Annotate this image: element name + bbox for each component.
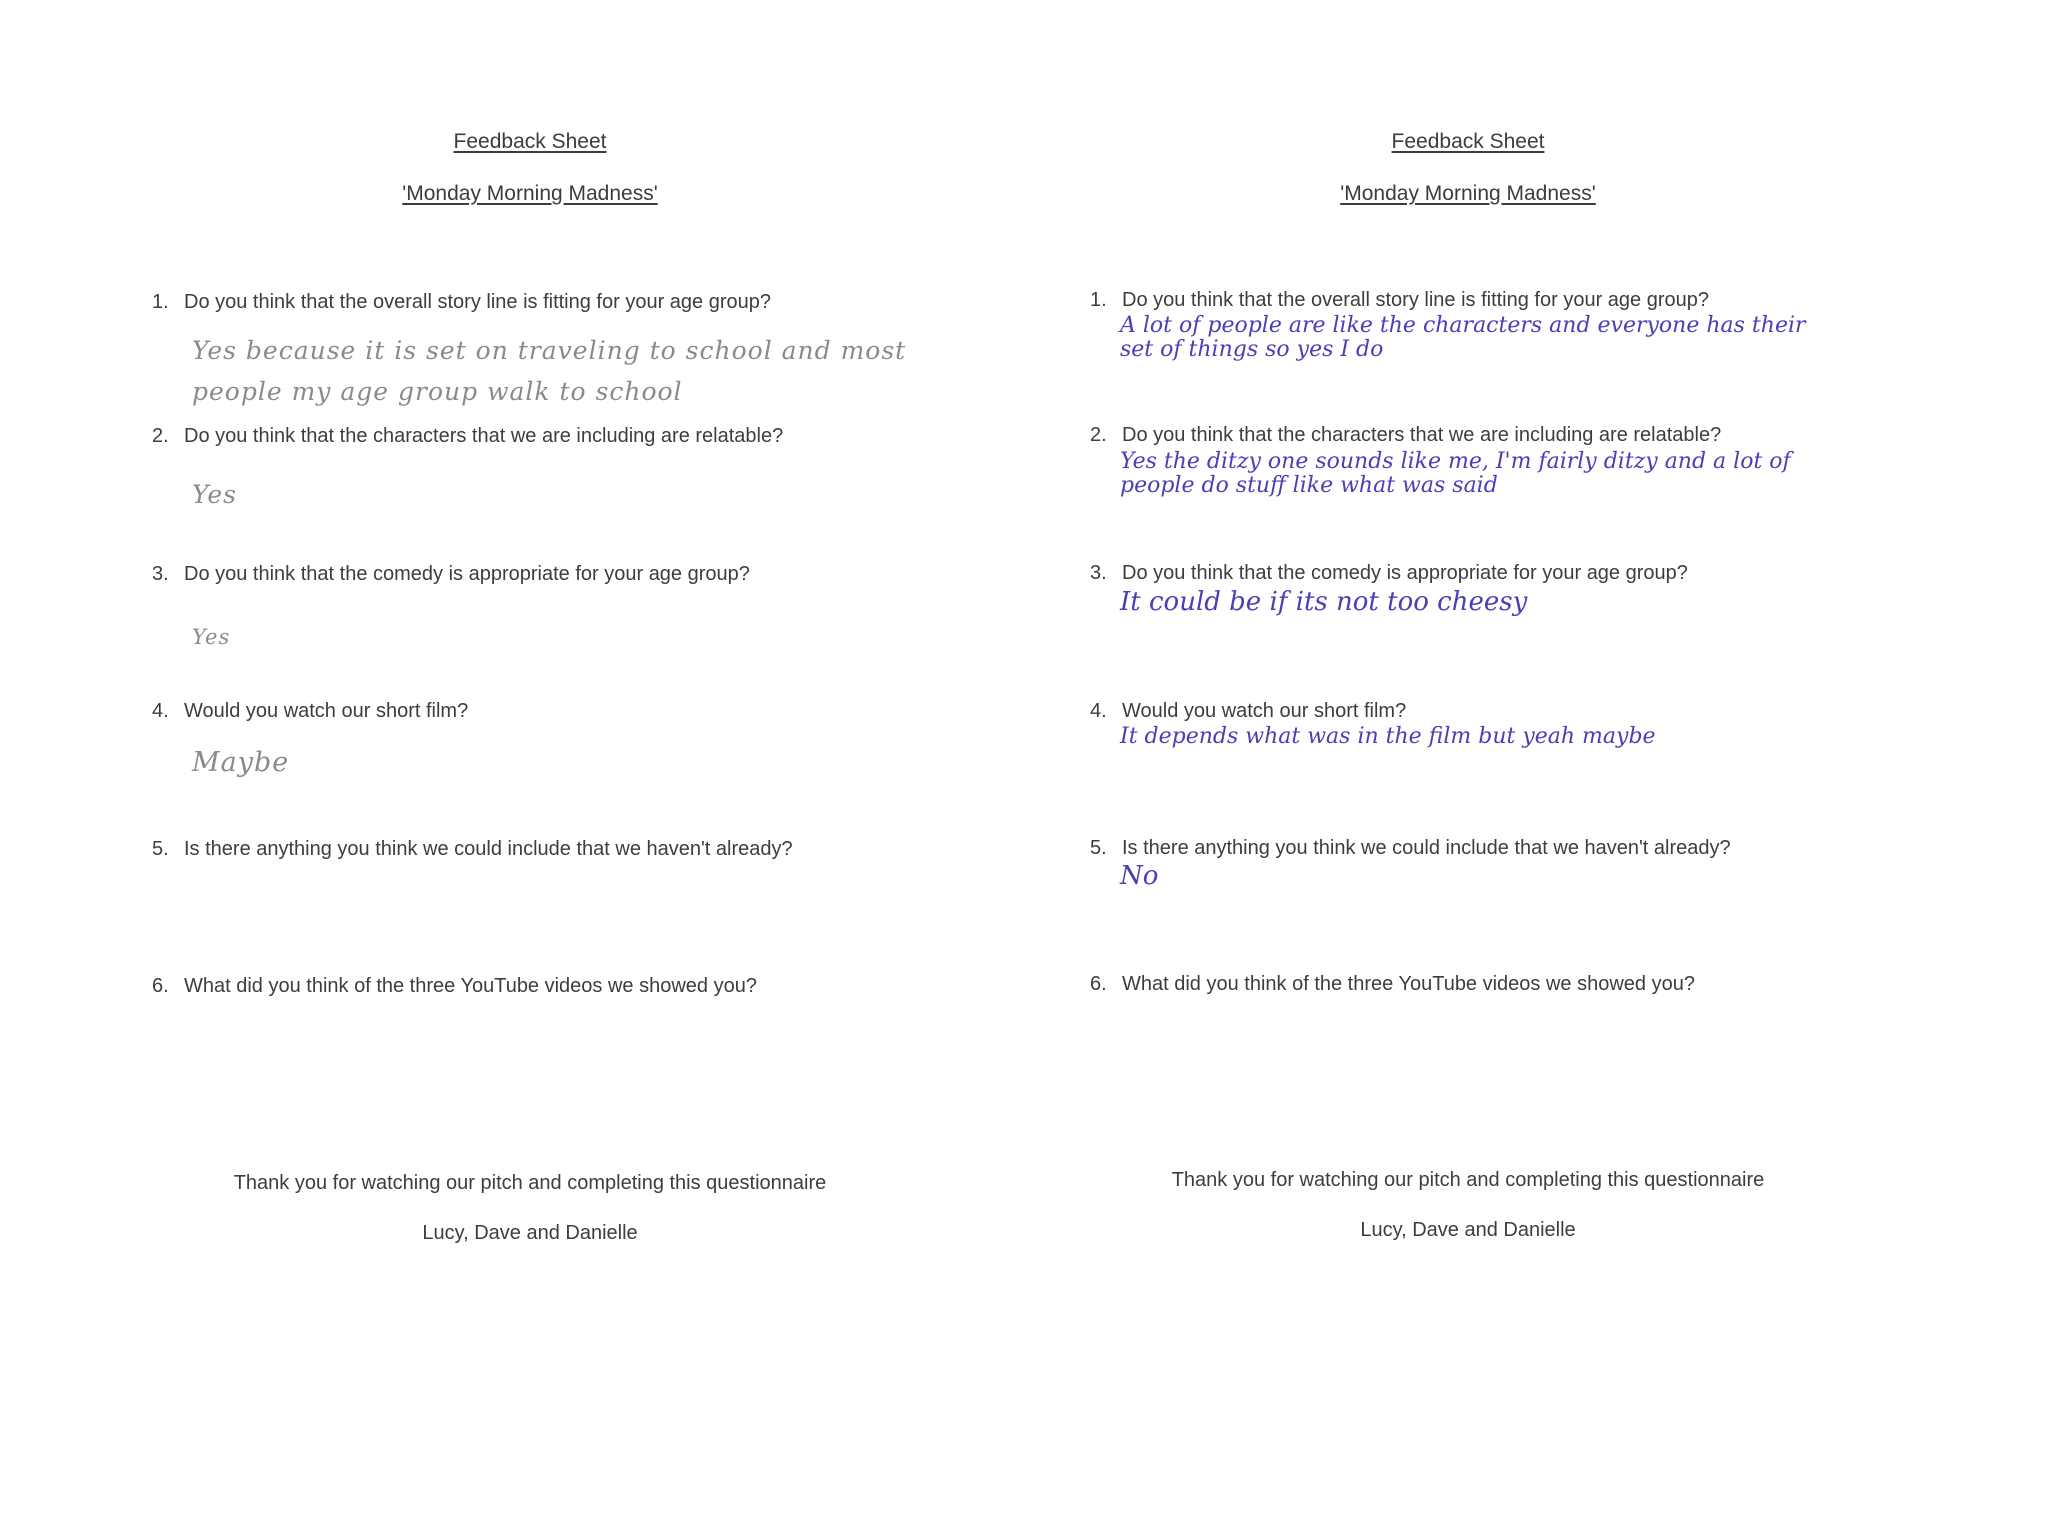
question-number: 5. xyxy=(1090,837,1107,859)
question-2 xyxy=(1090,424,1721,447)
question-text: Do you think that the characters that we are including are relatable? xyxy=(1122,424,1722,446)
question-4 xyxy=(1090,700,1406,723)
question-5 xyxy=(152,838,793,861)
footer-names: Lucy, Dave and Danielle xyxy=(1360,1219,1576,1241)
question-text: Would you watch our short film? xyxy=(1122,700,1407,722)
question-text: Do you think that the characters that we are including are relatable? xyxy=(184,425,784,447)
question-3 xyxy=(152,563,750,586)
sheet-title: Feedback Sheet xyxy=(453,130,607,153)
answer-2: Yes xyxy=(192,480,237,509)
question-6 xyxy=(152,975,757,998)
question-2 xyxy=(152,425,783,448)
footer-names: Lucy, Dave and Danielle xyxy=(422,1222,638,1244)
answer-3: Yes xyxy=(192,625,231,649)
question-text: Do you think that the comedy is appropriate for your age group? xyxy=(1122,562,1688,584)
question-number: 6. xyxy=(1090,973,1107,995)
question-1 xyxy=(1090,289,1709,312)
question-text: What did you think of the three YouTube videos we showed you? xyxy=(184,975,757,997)
answer-1: A lot of people are like the characters and everyone has their set of things so yes I do xyxy=(1120,313,1806,362)
question-text: Do you think that the overall story line is fitting for your age group? xyxy=(1122,289,1709,311)
question-text: What did you think of the three YouTube videos we showed you? xyxy=(1122,973,1695,995)
answer-4: Maybe xyxy=(192,747,290,778)
question-number: 3. xyxy=(152,563,169,585)
question-number: 4. xyxy=(152,700,169,722)
question-number: 1. xyxy=(1090,289,1107,311)
question-number: 3. xyxy=(1090,562,1107,584)
question-6 xyxy=(1090,973,1695,996)
answer-3: It could be if its not too cheesy xyxy=(1120,587,1528,617)
question-5 xyxy=(1090,837,1731,860)
footer-thanks: Thank you for watching our pitch and completing this questionnaire xyxy=(1171,1169,1765,1191)
question-3 xyxy=(1090,562,1688,585)
question-text: Do you think that the comedy is appropriate for your age group? xyxy=(184,563,750,585)
question-text: Is there anything you think we could include that we haven't already? xyxy=(184,838,793,860)
question-4 xyxy=(152,700,468,723)
question-number: 2. xyxy=(1090,424,1107,446)
answer-1: Yes because it is set on traveling to school and most people my age group walk to school xyxy=(192,336,907,406)
feedback-sheet-right xyxy=(1088,0,2028,1536)
answer-2: Yes the ditzy one sounds like me, I'm fairly ditzy and a lot of people do stuff like what was said xyxy=(1120,449,1791,498)
question-text: Is there anything you think we could include that we haven't already? xyxy=(1122,837,1731,859)
question-number: 6. xyxy=(152,975,169,997)
question-text: Would you watch our short film? xyxy=(184,700,469,722)
answer-4: It depends what was in the film but yeah maybe xyxy=(1120,724,1656,749)
sheet-subtitle: 'Monday Morning Madness' xyxy=(402,182,658,205)
sheet-title: Feedback Sheet xyxy=(1391,130,1545,153)
question-number: 5. xyxy=(152,838,169,860)
feedback-sheet-left xyxy=(150,0,1090,1536)
question-number: 4. xyxy=(1090,700,1107,722)
question-1 xyxy=(152,291,771,314)
sheet-subtitle: 'Monday Morning Madness' xyxy=(1340,182,1596,205)
question-text: Do you think that the overall story line is fitting for your age group? xyxy=(184,291,771,313)
answer-5: No xyxy=(1120,861,1159,891)
question-number: 2. xyxy=(152,425,169,447)
footer-thanks: Thank you for watching our pitch and completing this questionnaire xyxy=(233,1172,827,1194)
question-number: 1. xyxy=(152,291,169,313)
